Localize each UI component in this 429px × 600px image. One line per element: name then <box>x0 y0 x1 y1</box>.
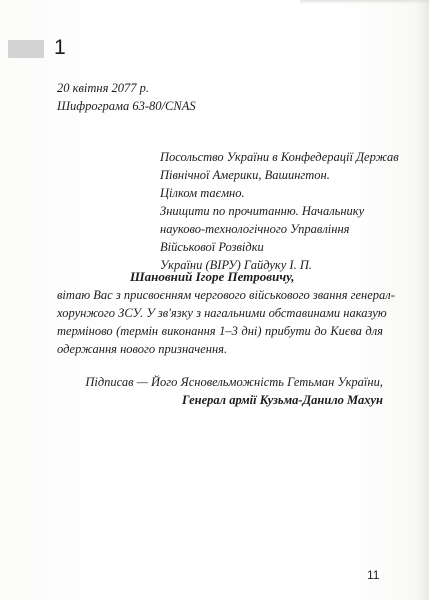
address-line: Посольство України в Конфедерації Держав <box>160 150 399 164</box>
greeting: Шановний Ігоре Петровичу, <box>130 269 295 284</box>
address-block <box>160 148 399 274</box>
address-line: Північної Америки, Вашингтон. <box>160 168 330 182</box>
body-line: одержання нового призначення. <box>57 342 228 356</box>
page-top-shadow <box>300 0 429 4</box>
body-line: хорунжого ЗСУ. У зв'язку з нагальними обставинами наказую <box>57 306 387 320</box>
page-edge-shadow <box>417 0 429 600</box>
signatory-name: Генерал армії Кузьма-Данило Махун <box>181 393 383 407</box>
page-number: 11 <box>367 568 380 582</box>
signature-block <box>57 373 383 409</box>
body-line: вітаю Вас з присвоєнням чергового військового звання генерал- <box>57 288 395 302</box>
body-line: терміново (термін виконання 1–3 дні) прибути до Києва для <box>57 324 383 338</box>
address-line: Знищити по прочитанню. Начальнику <box>160 204 365 218</box>
message-date: 20 квітня 2077 р. <box>57 81 150 95</box>
cipher-code: Шифрограма 63-80/CNAS <box>57 99 196 113</box>
chapter-marker-bar <box>8 40 44 58</box>
address-line: Цілком таємно. <box>160 186 245 200</box>
chapter-number: 1 <box>54 36 66 59</box>
address-line: науково-технологічного Управління <box>160 222 350 236</box>
message-body <box>57 286 395 358</box>
signature-line: Підписав — Його Ясновельможність Гетьман України, <box>85 375 383 389</box>
address-line: Військової Розвідки <box>160 240 264 254</box>
address-line: України (ВІРУ) Гайдуку І. П. <box>160 258 312 272</box>
message-header <box>57 79 196 115</box>
